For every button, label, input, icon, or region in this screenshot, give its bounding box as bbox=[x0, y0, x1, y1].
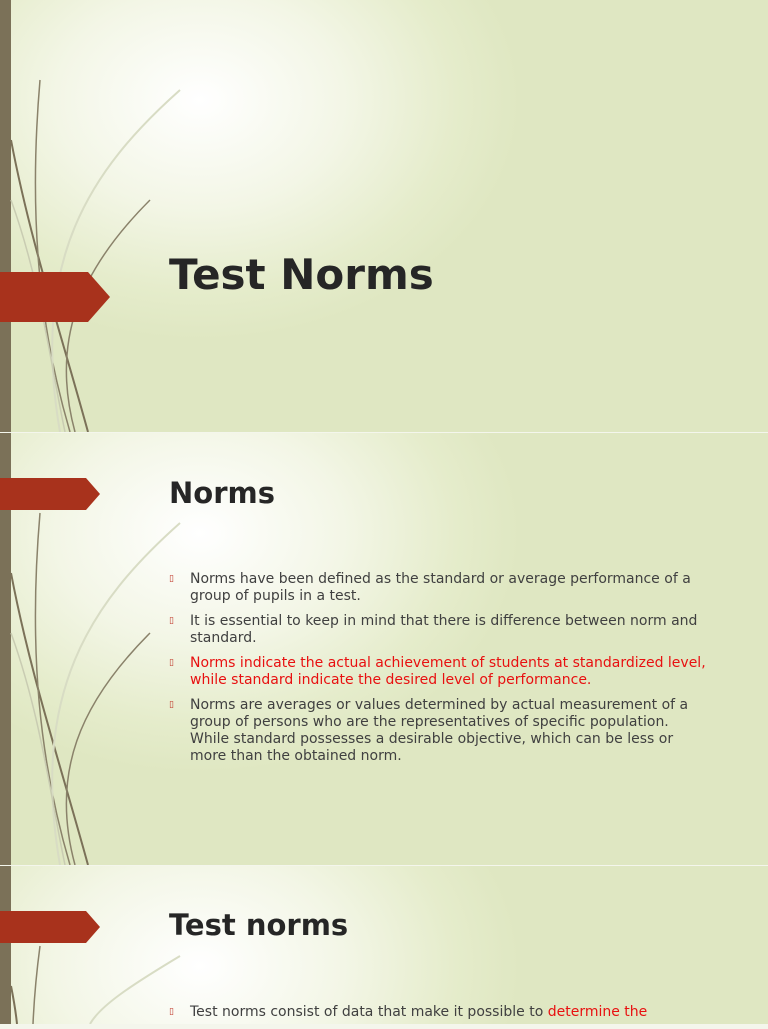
decorative-swoosh bbox=[0, 866, 200, 1024]
list-item: ▯ It is essential to keep in mind that there is difference between norm and standard. bbox=[169, 613, 698, 646]
heading-arrow-icon bbox=[0, 911, 100, 943]
norms-bullet-list bbox=[169, 571, 709, 773]
section-title-norms: Norms bbox=[169, 476, 275, 510]
bullet-marker-icon: ▯ bbox=[169, 616, 174, 626]
bullet-marker-icon: ▯ bbox=[169, 658, 174, 668]
page-title: Test Norms bbox=[169, 250, 434, 299]
list-item: ▯ Norms indicate the actual achievement of students at standardized level, while standard indicate the desired level of performance. bbox=[169, 655, 706, 688]
slide-test-norms bbox=[0, 866, 768, 1024]
heading-arrow-icon bbox=[0, 478, 100, 510]
section-title-test-norms: Test norms bbox=[169, 908, 349, 942]
test-norms-bullet-list bbox=[169, 1004, 709, 1029]
title-arrow-icon bbox=[0, 272, 110, 322]
bullet-marker-icon: ▯ bbox=[169, 1007, 174, 1017]
decorative-swoosh bbox=[0, 0, 200, 432]
list-item: ▯ Norms are averages or values determined by actual measurement of a group of persons who are the representatives of specific population. While standard possesses a desirable objective, which can be less or more than the obtained norm. bbox=[169, 697, 689, 764]
slide-title bbox=[0, 0, 768, 432]
bullet-marker-icon: ▯ bbox=[169, 574, 174, 584]
list-item: ▯ Norms have been defined as the standard or average performance of a group of pupils in a test. bbox=[169, 571, 691, 604]
list-item: ▯ Test norms consist of data that make it possible to determine the bbox=[169, 1004, 648, 1020]
bullet-marker-icon: ▯ bbox=[169, 700, 174, 710]
